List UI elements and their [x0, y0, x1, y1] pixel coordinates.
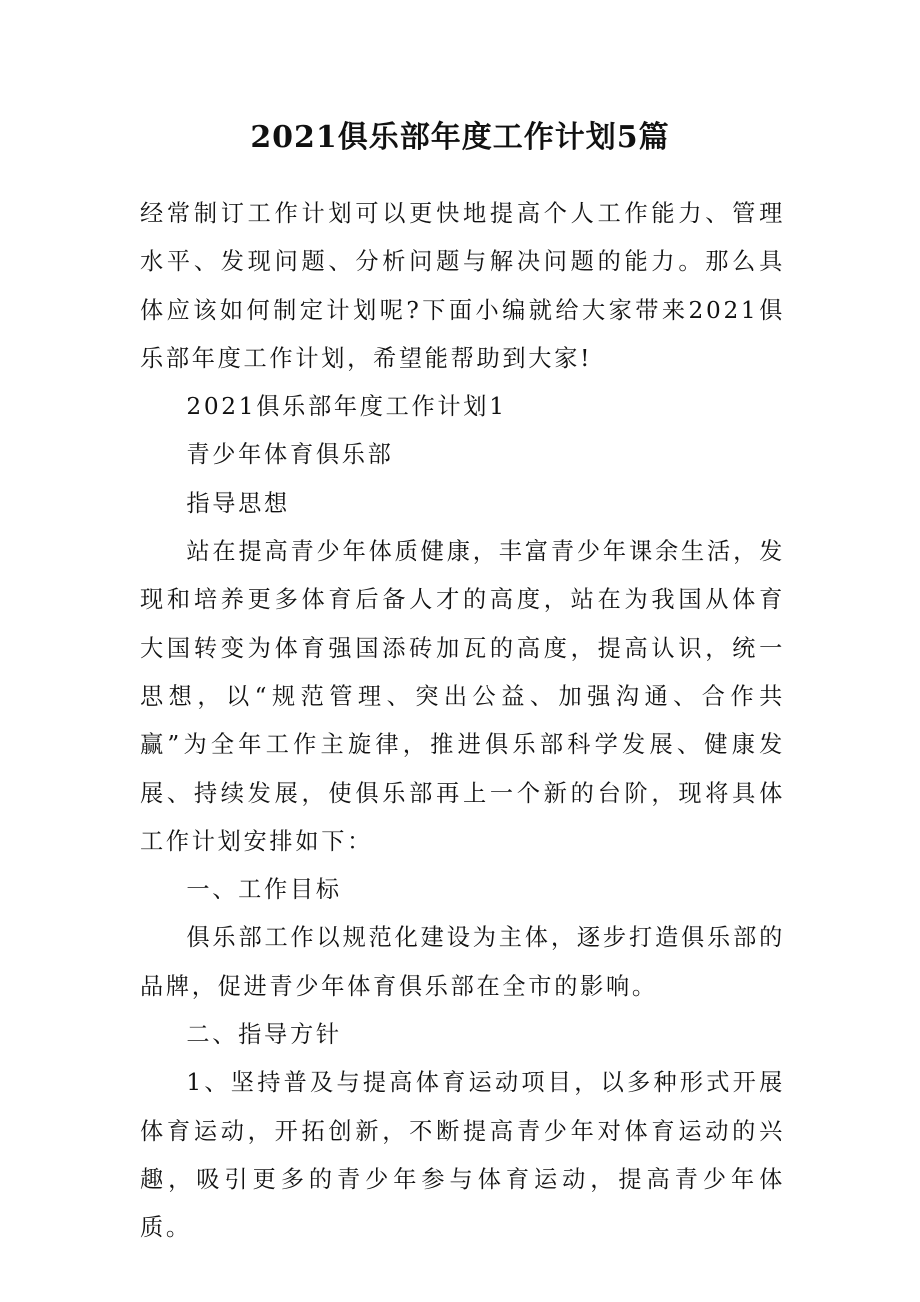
guiding-ideology-paragraph: 站在提高青少年体质健康，丰富青少年课余生活，发现和培养更多体育后备人才的高度，站在为我国从体育大国转变为体育强国添砖加瓦的高度，提高认识，统一思想，以“规范管理、突出公益、加强沟通、合作共赢”为全年工作主旋律，推进俱乐部科学发展、健康发展、持续发展，使俱乐部再上一个新的台阶，现将具体工作计划安排如下：	[140, 538, 785, 855]
document-body	[140, 190, 785, 1253]
work-goals-paragraph: 俱乐部工作以规范化建设为主体，逐步打造俱乐部的品牌，促进青少年体育俱乐部在全市的影响。	[140, 924, 785, 1000]
intro-paragraph: 经常制订工作计划可以更快地提高个人工作能力、管理水平、发现问题、分析问题与解决问题的能力。那么具体应该如何制定计划呢?下面小编就给大家带来2021俱乐部年度工作计划，希望能帮助到大家!	[140, 200, 785, 372]
guiding-policy-heading: 二、指导方针	[186, 1021, 342, 1049]
document-title: 2021俱乐部年度工作计划5篇	[250, 120, 670, 155]
club-name-heading: 青少年体育俱乐部	[186, 441, 394, 469]
guiding-ideology-heading: 指导思想	[186, 489, 290, 517]
section-heading-plan-1: 2021俱乐部年度工作计划1	[186, 393, 507, 421]
work-goals-heading: 一、工作目标	[186, 876, 342, 904]
policy-item-1-paragraph: 1、坚持普及与提高体育运动项目，以多种形式开展体育运动，开拓创新，不断提高青少年对体育运动的兴趣，吸引更多的青少年参与体育运动，提高青少年体质。	[140, 1069, 785, 1242]
